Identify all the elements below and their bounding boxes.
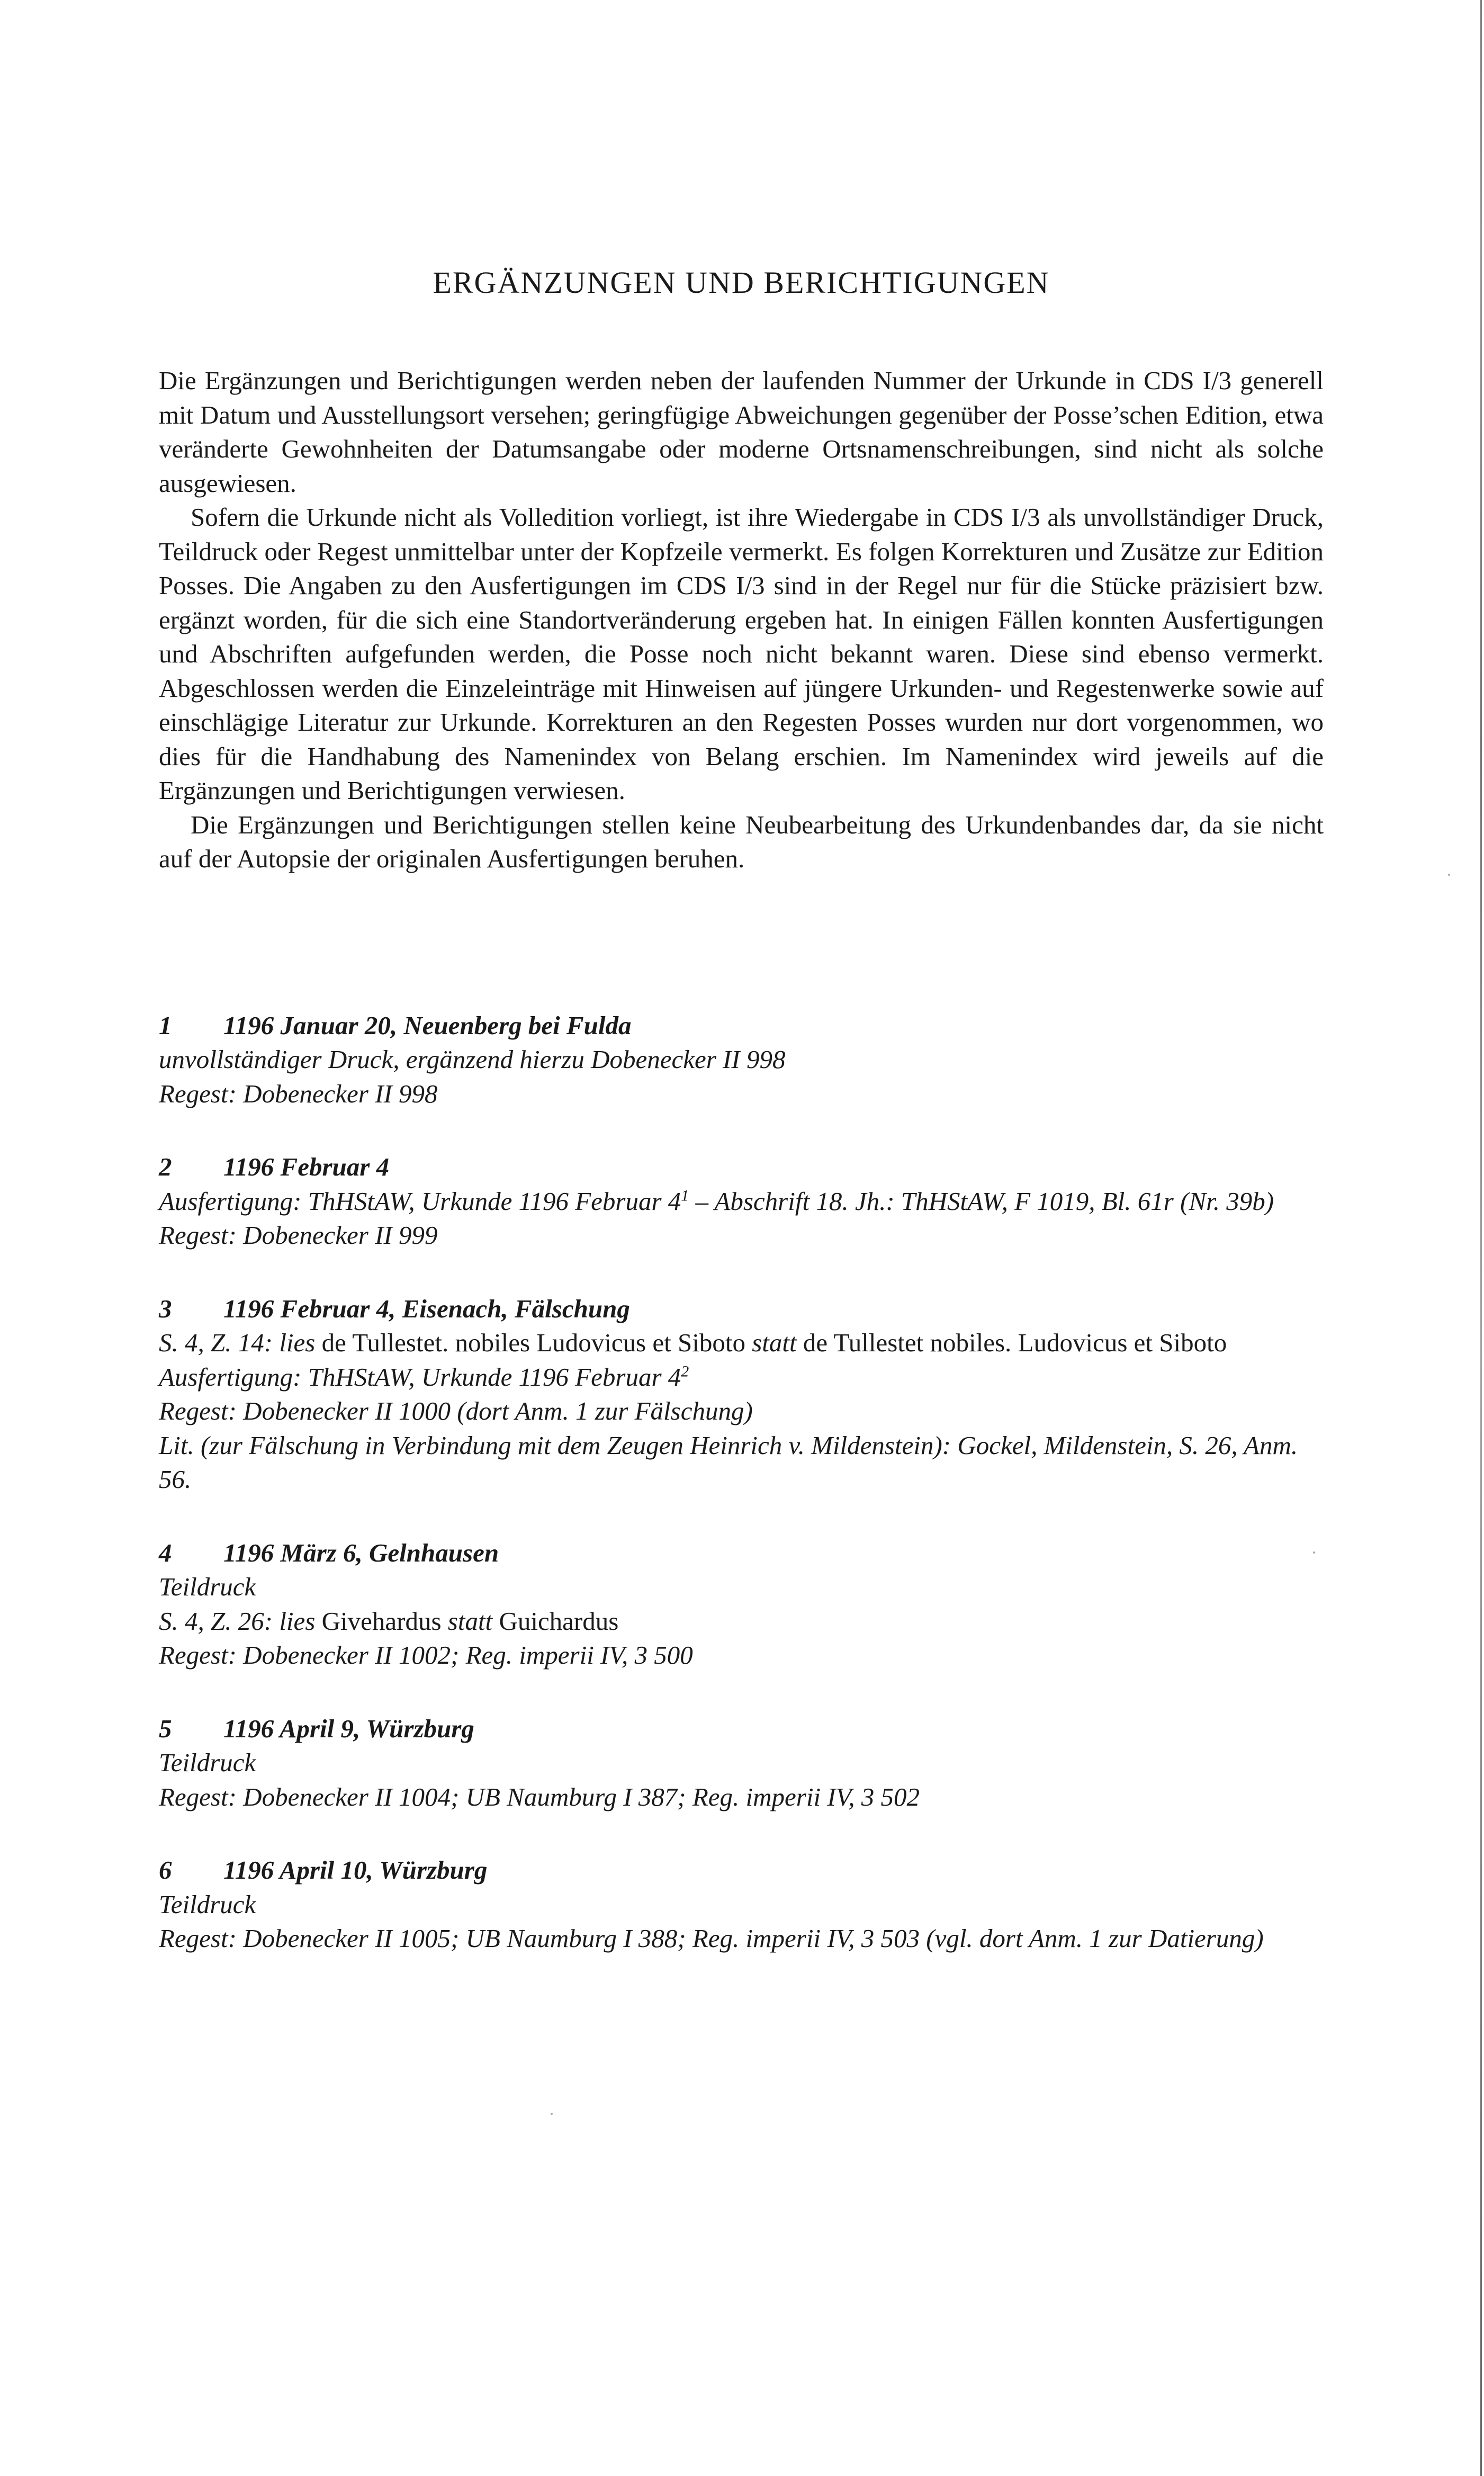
entry-number: 6 [159, 1855, 172, 1885]
entry-line: Regest: Dobenecker II 1002; Reg. imperii IV, 3 500 [159, 1640, 693, 1670]
scan-speck [1313, 1551, 1315, 1554]
entry-heading [159, 1009, 1324, 1043]
entry-line: Regest: Dobenecker II 1004; UB Naumburg I 387; Reg. imperii IV, 3 502 [159, 1782, 920, 1811]
intro-paragraph: Die Ergänzungen und Berichtigungen stellen keine Neubearbeitung des Urkundenbandes dar, da sie nicht auf der Autopsie der originalen Ausfertigungen beruhen. [159, 810, 1324, 873]
entry-date-place: 1196 Februar 4, Eisenach, Fälschung [223, 1294, 630, 1323]
page-title: ERGÄNZUNGEN UND BERICHTIGUNGEN [433, 265, 1050, 300]
scan-speck [1448, 874, 1450, 876]
entry-number: 5 [159, 1714, 172, 1743]
entry-list [159, 1009, 1324, 1956]
entry-line: Regest: Dobenecker II 1000 (dort Anm. 1 zur Fälschung) [159, 1396, 753, 1425]
entry-line: Teildruck [159, 1889, 256, 1919]
scan-edge-rule [1480, 0, 1482, 2476]
entry-date-place: 1196 April 10, Würzburg [223, 1855, 488, 1885]
entry-text: statt [752, 1328, 803, 1357]
entry-text: Ausfertigung: ThHStAW, Urkunde 1196 Februar 4 [159, 1362, 681, 1392]
entry-line [159, 1185, 1324, 1219]
entry-1 [159, 1009, 1324, 1111]
entry-text: statt [447, 1606, 499, 1636]
entry-heading [159, 1150, 1324, 1185]
entry-text: – Abschrift 18. Jh.: ThHStAW, F 1019, Bl. 61r (Nr. 39b) [689, 1186, 1274, 1216]
intro-paragraph: Sofern die Urkunde nicht als Volledition vorliegt, ist ihre Wiedergabe in CDS I/3 als unvollständiger Druck, Teildruck oder Regest unmittelbar unter der Kopfzeile vermerkt. Es folgen Korrekturen und Zusätze zur Edition Posses. Die Angaben zu den Ausfertigungen im CDS I/3 sind in der Regel nur für die Stücke präzisiert bzw. ergänzt worden, für die sich eine Standortveränderung ergeben hat. In einigen Fällen konnten Ausfertigungen und Abschriften aufgefunden werden, die Posse noch nicht bekannt waren. Diese sind ebenso vermerkt. Abgeschlossen werden die Einzeleinträge mit Hinweisen auf jüngere Urkunden- und Regestenwerke sowie auf einschlägige Literatur zur Urkunde. Korrekturen an den Regesten Posses wurden nur dort vorgenommen, wo dies für die Handhabung des Namenindex von Belang erschien. Im Namenindex wird jeweils auf die Ergänzungen und Berichtigungen verwiesen. [159, 503, 1324, 805]
scan-speck [551, 2113, 553, 2115]
entry-line: Teildruck [159, 1572, 256, 1601]
entry-4 [159, 1536, 1324, 1673]
entry-line: Teildruck [159, 1748, 256, 1777]
entry-text: S. 4, Z. 26: lies [159, 1606, 322, 1636]
footnote-mark: 1 [681, 1187, 689, 1205]
entry-line [159, 1360, 1324, 1395]
entry-heading [159, 1712, 1324, 1746]
footnote-mark: 2 [681, 1362, 689, 1380]
entry-5 [159, 1712, 1324, 1815]
entry-line [159, 1604, 1324, 1639]
entry-heading [159, 1292, 1324, 1326]
entry-line: Lit. (zur Fälschung in Verbindung mit dem Zeugen Heinrich v. Mildenstein): Gockel, Mildenstein, S. 26, Anm. 56. [159, 1430, 1298, 1494]
entry-date-place: 1196 April 9, Würzburg [223, 1714, 474, 1743]
entry-date-place: 1196 März 6, Gelnhausen [223, 1538, 499, 1567]
entry-number: 3 [159, 1294, 172, 1323]
entry-number: 2 [159, 1152, 172, 1181]
intro-text [159, 364, 1324, 876]
intro-paragraph: Die Ergänzungen und Berichtigungen werden neben der laufenden Nummer der Urkunde in CDS I/3 generell mit Datum und Ausstellungsort versehen; geringfügige Abweichungen gegenüber der Posse’schen Edition, etwa veränderte Gewohnheiten der Datumsangabe oder moderne Ortsnamenschreibungen, sind nicht als solche ausgewiesen. [159, 366, 1324, 498]
entry-3 [159, 1292, 1324, 1497]
entry-line: Regest: Dobenecker II 1005; UB Naumburg I 388; Reg. imperii IV, 3 503 (vgl. dort Anm. 1 zur Datierung) [159, 1924, 1264, 1953]
entry-text: Givehardus [321, 1606, 448, 1636]
entry-line [159, 1326, 1324, 1360]
document-page [159, 0, 1324, 1995]
entry-text: de Tullestet. nobiles Ludovicus et Siboto [321, 1328, 752, 1357]
entry-date-place: 1196 Februar 4 [223, 1152, 390, 1181]
entry-text: Guichardus [499, 1606, 619, 1636]
entry-line: Regest: Dobenecker II 999 [159, 1221, 438, 1250]
entry-line: Regest: Dobenecker II 998 [159, 1079, 438, 1108]
entry-text: Ausfertigung: ThHStAW, Urkunde 1196 Februar 4 [159, 1186, 681, 1216]
entry-line: unvollständiger Druck, ergänzend hierzu Dobenecker II 998 [159, 1045, 786, 1074]
entry-heading [159, 1536, 1324, 1571]
entry-2 [159, 1150, 1324, 1253]
entry-date-place: 1196 Januar 20, Neuenberg bei Fulda [223, 1010, 632, 1040]
entry-number: 1 [159, 1010, 172, 1040]
entry-number: 4 [159, 1538, 172, 1567]
entry-heading [159, 1853, 1324, 1888]
entry-6 [159, 1853, 1324, 1956]
entry-text: de Tullestet nobiles. Ludovicus et Siboto [803, 1328, 1227, 1357]
entry-text: S. 4, Z. 14: lies [159, 1328, 322, 1357]
